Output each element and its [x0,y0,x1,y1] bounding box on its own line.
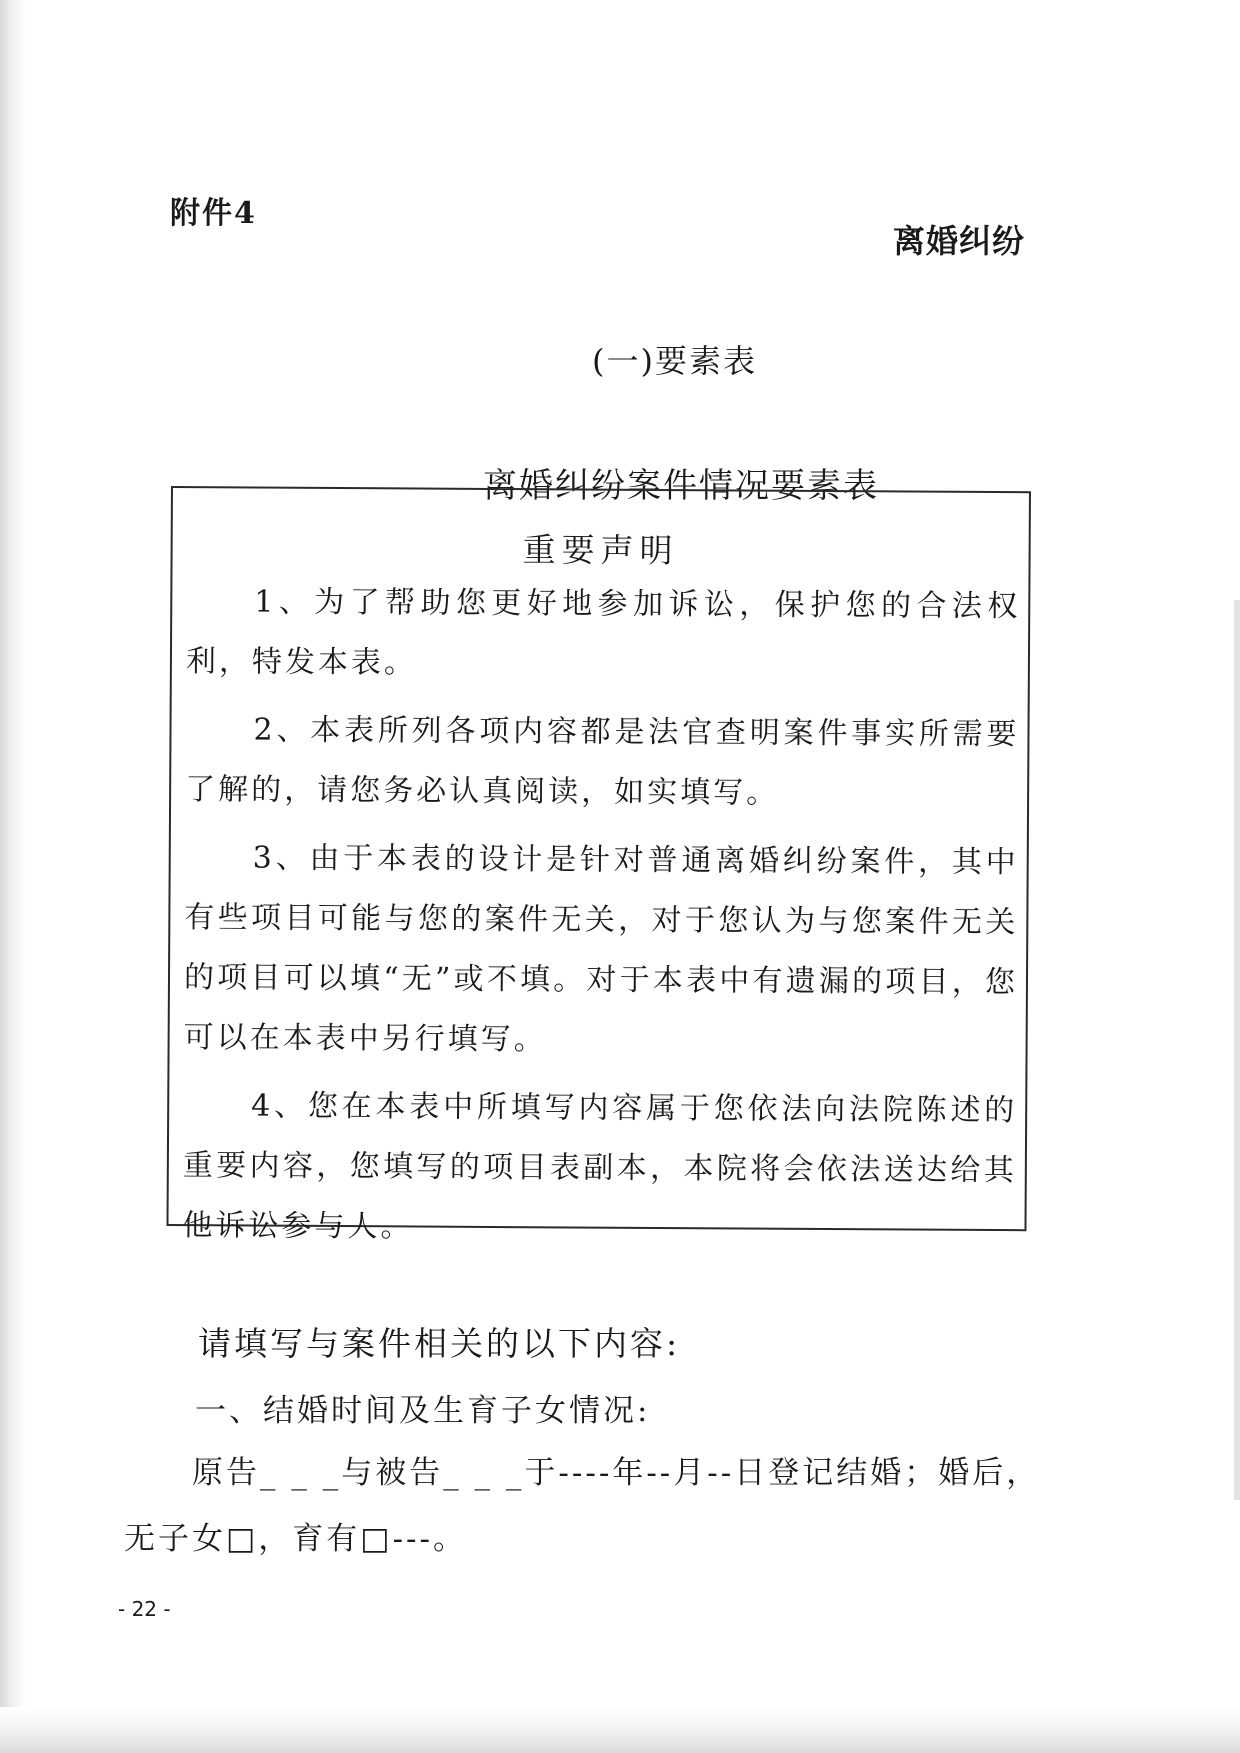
case-category: 离婚纠纷 [893,222,1026,260]
scan-edge-left [0,0,26,1753]
important-notice-box [166,486,1031,1245]
notice-item-2: 2、本表所列各项内容都是法官查明案件事实所需要了解的，请您务必认真阅读，如实填写。 [185,712,1020,811]
notice-items [182,572,1020,1269]
notice-item-3: 3、由于本表的设计是针对普通离婚纠纷案件，其中有些项目可能与您的案件无关，对于您认为与您案件无关的项目可以填“无”或不填。对于本表中有遗漏的项目，您可以在本表中另行填写。 [183,840,1019,1058]
notice-item-4: 4、您在本表中所填写内容属于您依法向法院陈述的重要内容，您填写的项目表副本，本院将会依法送达给其他诉讼参与人。 [182,1088,1018,1245]
section-1-fill-text: 原告_ _ _与被告_ _ _于----年--月--日登记结婚；婚后，无子女□，育有□---。 [124,1455,1041,1557]
section-1-title: 一、结婚时间及生育子女情况: [195,1393,651,1429]
scan-edge-right [1234,600,1240,1500]
page-number: - 22 - [118,1597,171,1621]
form-title: 离婚纠纷案件情况要素表 [483,466,879,506]
annex-label: 附件4 [170,196,257,231]
fill-instructions: 请填写与案件相关的以下内容: [198,1324,681,1363]
notice-heading: 重要声明 [522,530,679,571]
notice-item-1: 1、为了帮助您更好地参加诉讼，保护您的合法权利，特发本表。 [185,584,1021,681]
scan-edge-bottom [0,1707,1240,1753]
section-subtitle: (一)要素表 [592,342,757,380]
